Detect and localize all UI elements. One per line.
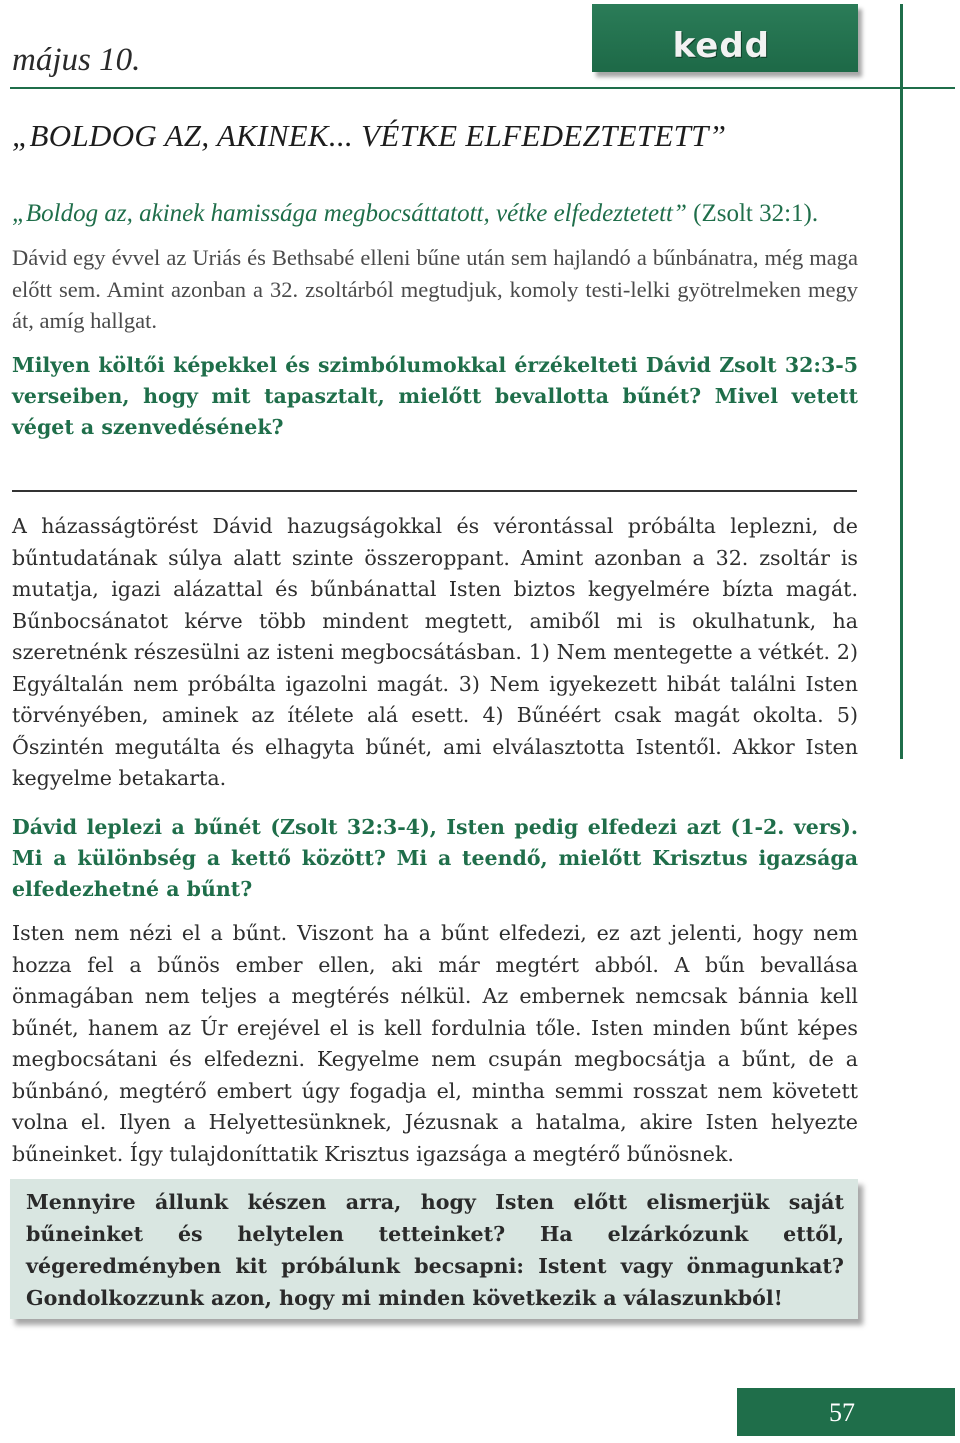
verse-quote: „Boldog az, akinek hamissága megbocsáttatott, vétke elfedeztetett” bbox=[12, 200, 687, 227]
study-question-1: Milyen költői képekkel és szimbólumokkal érzékelteti Dávid Zsolt 32:3-5 verseiben, hogy mit tapasztalt, mielőtt bevallotta bűnét? Mivel vetett véget a szenvedésének? bbox=[12, 353, 858, 439]
study-question-2: Dávid leplezi a bűnét (Zsolt 32:3-4), Isten pedig elfedezi azt (1-2. vers). Mi a különbség a kettő között? Mi a teendő, mielőtt Krisztus igazsága elfedezhetné a bűnt? bbox=[12, 815, 858, 901]
margin-rule bbox=[900, 4, 903, 759]
intro-paragraph: Dávid egy évvel az Uriás és Bethsabé elleni bűne után sem hajlandó a bűnbánatra, még maga előtt sem. Amint azonban a 32. zsoltárból megtudjuk, komoly testi-lelki gyötrelmeken megy át, amíg hallgat. bbox=[12, 245, 858, 333]
day-label: kedd bbox=[672, 26, 770, 66]
body-paragraph-1: A házasságtörést Dávid hazugságokkal és vérontással próbálta leplezni, de bűntudatának súlya alatt szinte összeroppant. Amint azonban a 32. zsoltár is mutatja, igazi alázattal és bűnbánattal Isten biztos kegyelmére bízta magát. Bűnbocsánatot kérve több mindent megtett, amiből mi is okulhatunk, ha szeretnénk részesülni az isteni megbocsátásban. 1) Nem mentegette a vétkét. 2) Egyáltalán nem próbálta igazolni magát. 3) Nem igyekezett hibát találni Isten törvényében, aminek az ítélete alá esett. 4) Bűnéért csak magát okolta. 5) Őszintén megutálta és elhagyta bűnét, ami elválasztotta Istentől. Akkor Isten kegyelme betakarta. bbox=[12, 514, 858, 790]
date-label: május 10. bbox=[12, 42, 141, 78]
day-tab bbox=[592, 4, 858, 72]
answer-line bbox=[12, 490, 857, 492]
verse-reference: (Zsolt 32:1). bbox=[693, 200, 819, 227]
key-verse bbox=[12, 200, 892, 228]
page-number-box bbox=[737, 1388, 955, 1436]
reflection-box bbox=[10, 1179, 858, 1319]
page-number: 57 bbox=[829, 1398, 855, 1427]
reflection-text: Mennyire állunk készen arra, hogy Isten előtt elismerjük saját bűneinket és helytelen tetteinket? Ha elzárkózunk ettől, végeredményben kit próbálunk becsapni: Istent vagy önmagunkat? Gondolkozzunk azon, hogy mi minden következik a válaszunkból! bbox=[26, 1190, 844, 1310]
body-paragraph-2: Isten nem nézi el a bűnt. Viszont ha a bűnt elfedezi, ez azt jelenti, hogy nem hozza fel a bűnös ember ellen, aki már megtért abból. A bűn bevallása önmagában nem teljes a megtérés nélkül. Az embernek nemcsak bánnia kell bűnét, hanem az Úr erejével el is kell fordulnia tőle. Isten minden bűnt képes megbocsátani és elfedezni. Kegyelme nem csupán megbocsátja a bűnt, de a bűnbánó, megtérő embert úgy fogadja el, mintha semmi rosszat nem követett volna el. Ilyen a Helyettesünknek, Jézusnak a hatalma, akire Isten helyezte bűneinket. Így tulajdoníttatik Krisztus igazsága a megtérő bűnösnek. bbox=[12, 921, 858, 1166]
page-title: „BOLDOG AZ, AKINEK... VÉTKE ELFEDEZTETETT” bbox=[12, 118, 727, 153]
header-divider bbox=[10, 87, 955, 89]
